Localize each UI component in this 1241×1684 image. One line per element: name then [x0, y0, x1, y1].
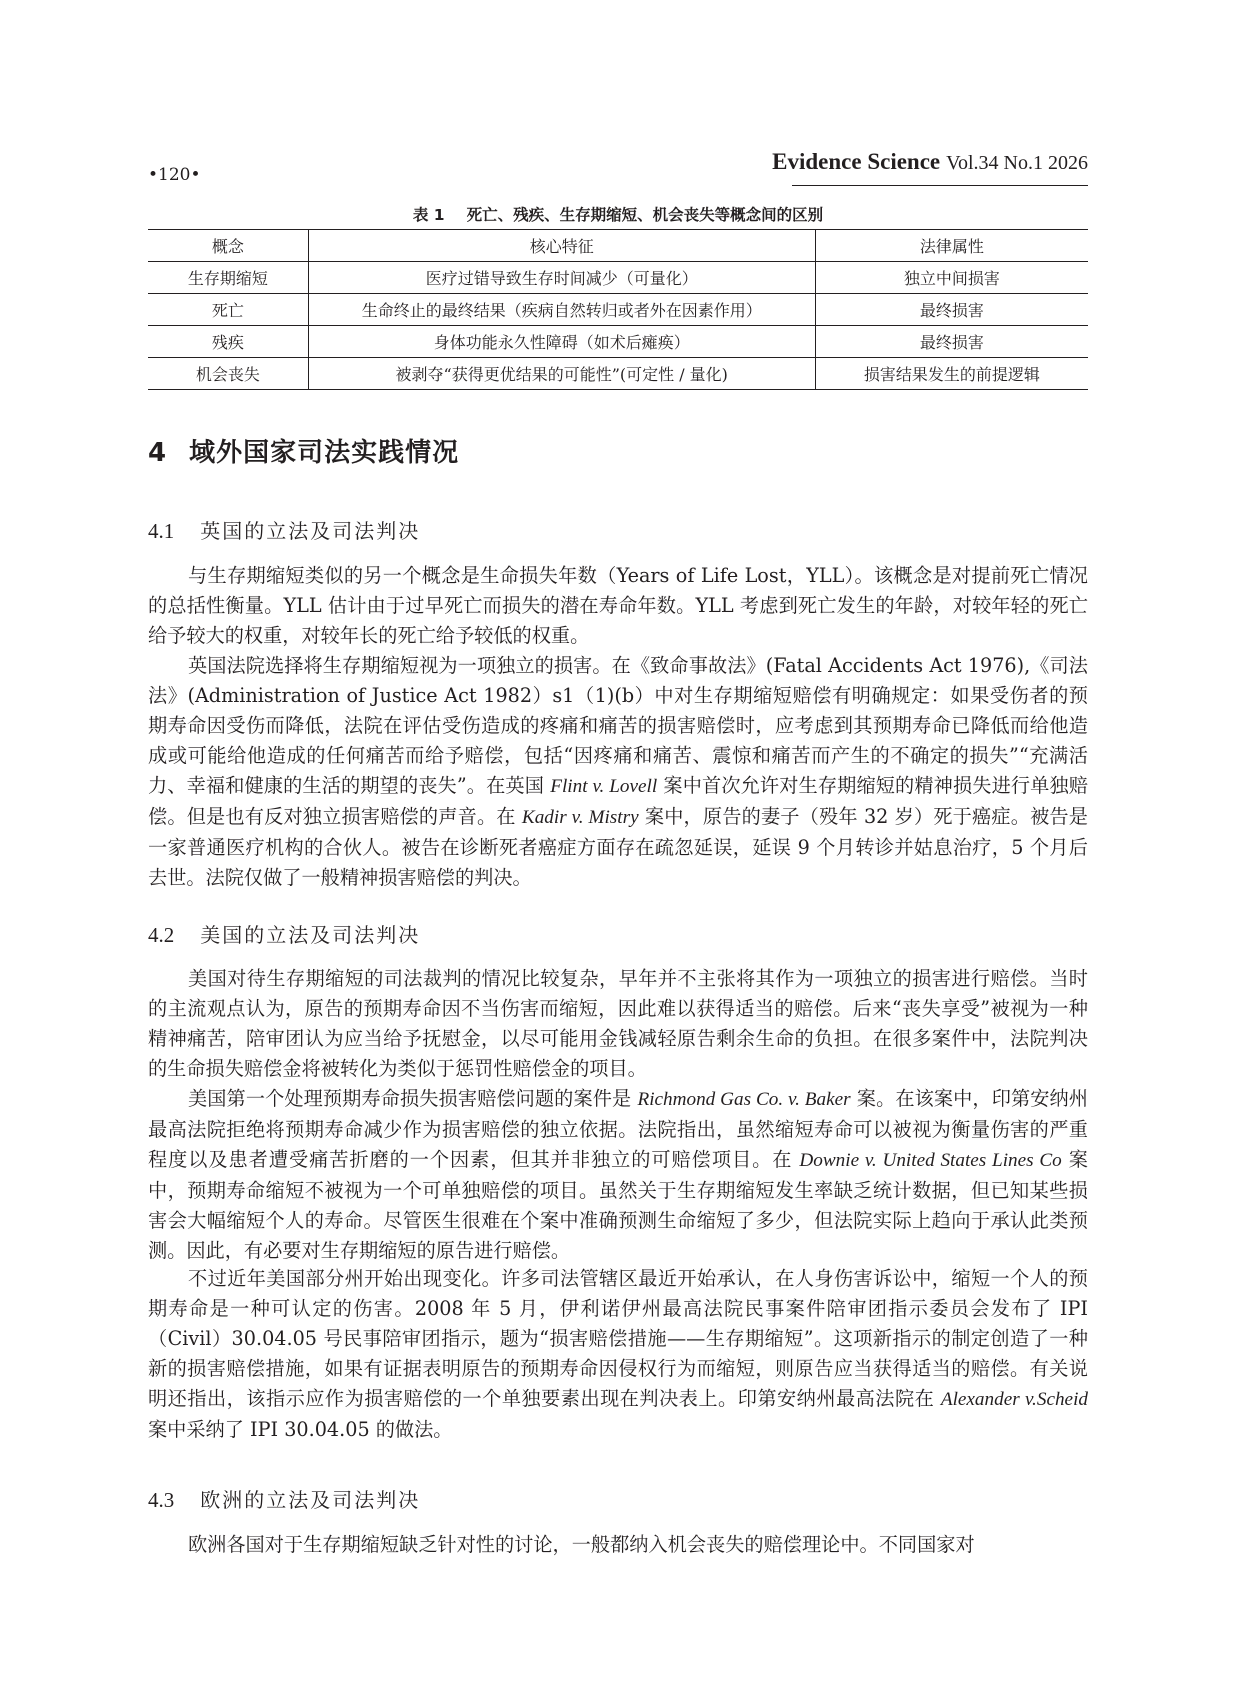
- subsection-number: 4.2: [148, 923, 175, 947]
- journal-name: Evidence Science: [772, 149, 941, 174]
- table-header-row: [148, 230, 1088, 262]
- subsection-title: 欧洲的立法及司法判决: [200, 1488, 421, 1512]
- section-number: 4: [148, 438, 168, 468]
- body-paragraph: 欧洲各国对于生存期缩短缺乏针对性的讨论，一般都纳入机会丧失的赔偿理论中。不同国家对: [188, 1533, 975, 1556]
- table-caption: [148, 203, 1088, 225]
- table-cell: 损害结果发生的前提逻辑: [815, 358, 1088, 390]
- table-cell: 医疗过错导致生存时间减少（可量化）: [308, 262, 815, 294]
- subsection-heading: [148, 919, 420, 948]
- table-caption-label: 表 1: [412, 206, 445, 224]
- subsection-number: 4.3: [148, 1488, 175, 1512]
- subsection-heading: [148, 1484, 420, 1513]
- page-number: •120•: [148, 165, 201, 185]
- header-rule: [792, 185, 1088, 186]
- table-row: [148, 358, 1088, 390]
- table-cell: 生命终止的最终结果（疾病自然转归或者外在因素作用）: [308, 294, 815, 326]
- section-heading: [148, 432, 459, 469]
- journal-title: [772, 149, 1088, 175]
- table-row: [148, 294, 1088, 326]
- body-paragraph: 英国法院选择将生存期缩短视为一项独立的损害。在《致命事故法》(Fatal Accidents Act 1976),《司法法》(Administration of Justice Act 1982）s1（1)(b）中对生存期缩短赔偿有明确规定：如果受伤者的预期寿命因受伤而降低，法院在评估受伤造成的疼痛和痛苦的损害赔偿时，应考虑到其预期寿命已降低而给他造成或可能给他造成的任何痛苦而给予赔偿，包括“因疼痛和痛苦、震惊和痛苦而产生的不确定的损失”“充满活力、幸福和健康的生活的期望的丧失”。在英国 Flint v. Lovell 案中首次允许对生存期缩短的精神损失进行单独赔偿。但是也有反对独立损害赔偿的声音。在 Kadir v. Mistry 案中，原告的妻子（殁年 32 岁）死于癌症。被告是一家普通医疗机构的合伙人。被告在诊断死者癌症方面存在疏忽延误，延误 9 个月转诊并姑息治疗，5 个月后去世。法院仅做了一般精神损害赔偿的判决。: [148, 654, 1088, 889]
- table-header-cell: 法律属性: [815, 230, 1088, 262]
- table-cell: 残疾: [148, 326, 308, 358]
- table-caption-text: 死亡、残疾、生存期缩短、机会丧失等概念间的区别: [466, 206, 824, 224]
- journal-volume: Vol.34 No.1 2026: [946, 152, 1088, 174]
- table-cell: 独立中间损害: [815, 262, 1088, 294]
- subsection-heading: [148, 515, 420, 544]
- table-cell: 机会丧失: [148, 358, 308, 390]
- subsection-number: 4.1: [148, 519, 175, 543]
- section-title-text: 域外国家司法实践情况: [189, 438, 460, 468]
- body-paragraph: 不过近年美国部分州开始出现变化。许多司法管辖区最近开始承认，在人身伤害诉讼中，缩短一个人的预期寿命是一种可认定的伤害。2008 年 5 月，伊利诺伊州最高法院民事案件陪审团指示委员会发布了 IPI（Civil）30.04.05 号民事陪审团指示，题为“损害赔偿措施——生存期缩短”。这项新指示的制定创造了一种新的损害赔偿措施，如果有证据表明原告的预期寿命因侵权行为而缩短，则原告应当获得适当的赔偿。有关说明还指出，该指示应作为损害赔偿的一个单独要素出现在判决表上。印第安纳州最高法院在 Alexander v.Scheid 案中采纳了 IPI 30.04.05 的做法。: [148, 1267, 1088, 1441]
- table-cell: 身体功能永久性障碍（如术后瘫痪）: [308, 326, 815, 358]
- table-cell: 最终损害: [815, 294, 1088, 326]
- table-row: [148, 326, 1088, 358]
- subsection-title: 美国的立法及司法判决: [200, 923, 421, 947]
- subsection-title: 英国的立法及司法判决: [200, 519, 421, 543]
- table-cell: 最终损害: [815, 326, 1088, 358]
- body-paragraph: 美国对待生存期缩短的司法裁判的情况比较复杂，早年并不主张将其作为一项独立的损害进行赔偿。当时的主流观点认为，原告的预期寿命因不当伤害而缩短，因此难以获得适当的赔偿。后来“丧失享受”被视为一种精神痛苦，陪审团认为应当给予抚慰金，以尽可能用金钱减轻原告剩余生命的负担。在很多案件中，法院判决的生命损失赔偿金将被转化为类似于惩罚性赔偿金的项目。: [148, 967, 1088, 1080]
- table-header-cell: 概念: [148, 230, 308, 262]
- table-cell: 生存期缩短: [148, 262, 308, 294]
- comparison-table: [148, 229, 1088, 390]
- table-cell: 被剥夺“获得更优结果的可能性”(可定性 / 量化): [308, 358, 815, 390]
- body-paragraph: 美国第一个处理预期寿命损失损害赔偿问题的案件是 Richmond Gas Co. v. Baker 案。在该案中，印第安纳州最高法院拒绝将预期寿命减少作为损害赔偿的独立依据。法院指出，虽然缩短寿命可以被视为衡量伤害的严重程度以及患者遭受痛苦折磨的一个因素，但其并非独立的可赔偿项目。在 Downie v. United States Lines Co 案中，预期寿命缩短不被视为一个可单独赔偿的项目。虽然关于生存期缩短发生率缺乏统计数据，但已知某些损害会大幅缩短个人的寿命。尽管医生很难在个案中准确预测生命缩短了多少，但法院实际上趋向于承认此类预测。因此，有必要对生存期缩短的原告进行赔偿。: [148, 1087, 1088, 1262]
- table-row: [148, 262, 1088, 294]
- body-paragraph: 与生存期缩短类似的另一个概念是生命损失年数（Years of Life Lost，YLL）。该概念是对提前死亡情况的总括性衡量。YLL 估计由于过早死亡而损失的潜在寿命年数。YLL 考虑到死亡发生的年龄，对较年轻的死亡给予较大的权重，对较年长的死亡给予较低的权重。: [148, 564, 1088, 647]
- running-header: [148, 147, 1088, 187]
- table-header-cell: 核心特征: [308, 230, 815, 262]
- table-cell: 死亡: [148, 294, 308, 326]
